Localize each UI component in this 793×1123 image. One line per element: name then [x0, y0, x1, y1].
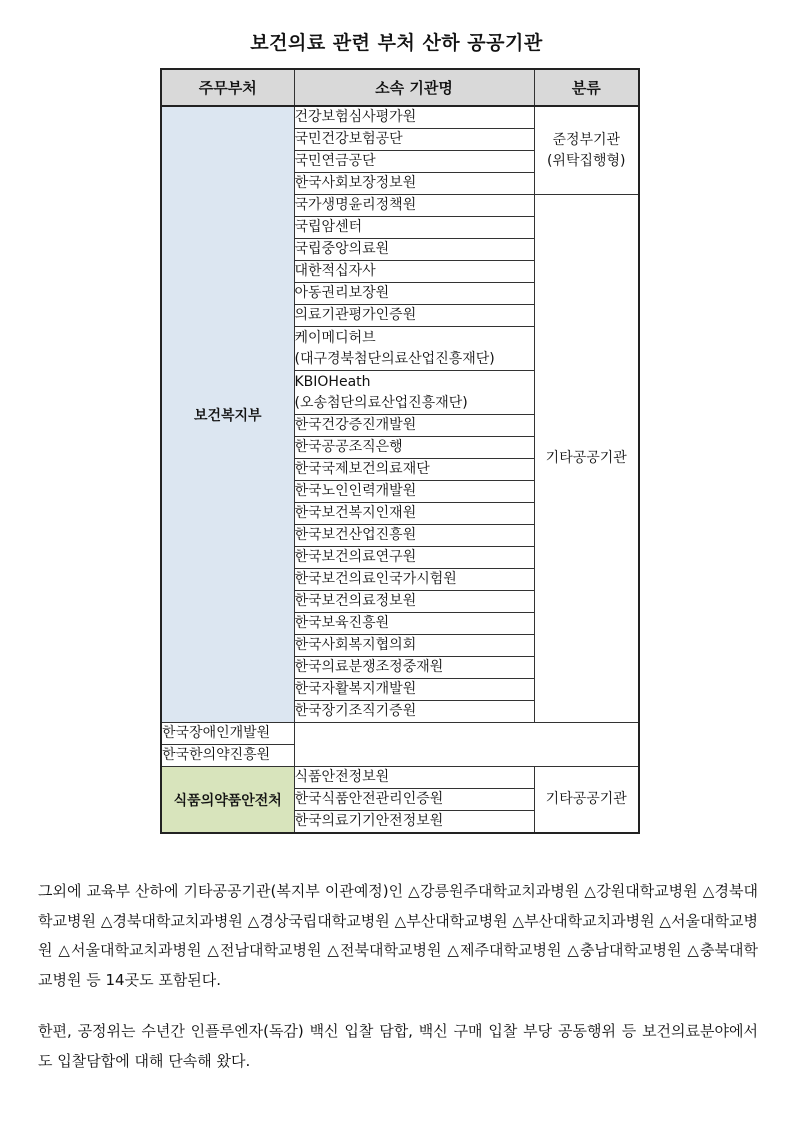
classification-cell: [534, 106, 639, 195]
table-row: [161, 723, 639, 745]
institutions-table: [160, 68, 640, 834]
classification-line: 준정부기관: [552, 131, 621, 148]
org-cell: 국민연금공단: [294, 151, 534, 173]
org-cell: 한국보건산업진흥원: [294, 525, 534, 547]
body-paragraph: 한편, 공정위는 수년간 인플루엔자(독감) 백신 입찰 담합, 백신 구매 입찰 부당 공동행위 등 보건의료분야에서도 입찰담합에 대해 단속해 왔다.: [38, 1022, 758, 1070]
org-cell: 한국노인인력개발원: [294, 481, 534, 503]
org-cell: 한국보건의료연구원: [294, 547, 534, 569]
table-row: [161, 106, 639, 129]
org-cell: 한국공공조직은행: [294, 437, 534, 459]
table-row: [161, 767, 639, 789]
org-cell: 한국식품안전관리인증원: [294, 789, 534, 811]
table-header-row: [161, 69, 639, 106]
org-cell: 한국의료분쟁조정중재원: [294, 657, 534, 679]
classification-cell: [534, 195, 639, 723]
org-cell: 아동권리보장원: [294, 283, 534, 305]
org-cell: [294, 371, 534, 415]
org-cell: 국가생명윤리정책원: [294, 195, 534, 217]
org-former-name: (오송첨단의료산업진흥재단): [294, 394, 468, 411]
org-cell: 한국건강증진개발원: [294, 415, 534, 437]
org-cell: 국립암센터: [294, 217, 534, 239]
table-row: [161, 745, 639, 767]
org-cell: 식품안전정보원: [294, 767, 534, 789]
org-cell: 한국의료기기안전정보원: [294, 811, 534, 834]
org-cell: 한국보건복지인재원: [294, 503, 534, 525]
org-cell: 한국한의약진흥원: [161, 745, 294, 767]
org-cell: 국민건강보험공단: [294, 129, 534, 151]
org-cell: [294, 327, 534, 371]
org-cell: 한국사회보장정보원: [294, 173, 534, 195]
org-cell: 한국사회복지협의회: [294, 635, 534, 657]
classification-line: 기타공공기관: [545, 450, 627, 466]
org-cell: 한국보건의료인국가시험원: [294, 569, 534, 591]
org-cell: 국립중앙의료원: [294, 239, 534, 261]
org-cell: 의료기관평가인증원: [294, 305, 534, 327]
classification-line: (위탁집행형): [546, 152, 626, 169]
org-cell: 대한적십자사: [294, 261, 534, 283]
ministry-cell: 식품의약품안전처: [161, 767, 294, 834]
body-paragraph: 그외에 교육부 산하에 기타공공기관(복지부 이관예정)인 △강릉원주대학교치과병원 △강원대학교병원 △경북대학교병원 △경북대학교치과병원 △경상국립대학교병원 △부산대학교병원 △부산대학교치과병원 △서울대학교병원 △서울대학교치과병원 △전남대학교병원 △전북대학교병원 △제주대학교병원 △충남대학교병원 △충북대학교병원 등 14곳도 포함된다.: [38, 882, 758, 989]
org-cell: 한국보건의료정보원: [294, 591, 534, 613]
header-classification: 분류: [534, 69, 639, 106]
page-title: 보건의료 관련 부처 산하 공공기관: [250, 32, 543, 54]
header-ministry: 주무부처: [161, 69, 294, 106]
org-cell: 한국보육진흥원: [294, 613, 534, 635]
ministry-cell: 보건복지부: [161, 106, 294, 723]
classification-cell: [534, 767, 639, 834]
org-cell: 한국자활복지개발원: [294, 679, 534, 701]
header-organization: 소속 기관명: [294, 69, 534, 106]
org-name: 케이메디허브: [294, 329, 376, 346]
org-name: KBIOHeath: [294, 373, 371, 390]
org-former-name: (대구경북첨단의료산업진흥재단): [294, 350, 495, 367]
org-cell: 한국장기조직기증원: [294, 701, 534, 723]
org-cell: 건강보험심사평가원: [294, 106, 534, 129]
org-cell: 한국장애인개발원: [161, 723, 294, 745]
org-cell: 한국국제보건의료재단: [294, 459, 534, 481]
classification-line: 기타공공기관: [545, 791, 627, 807]
